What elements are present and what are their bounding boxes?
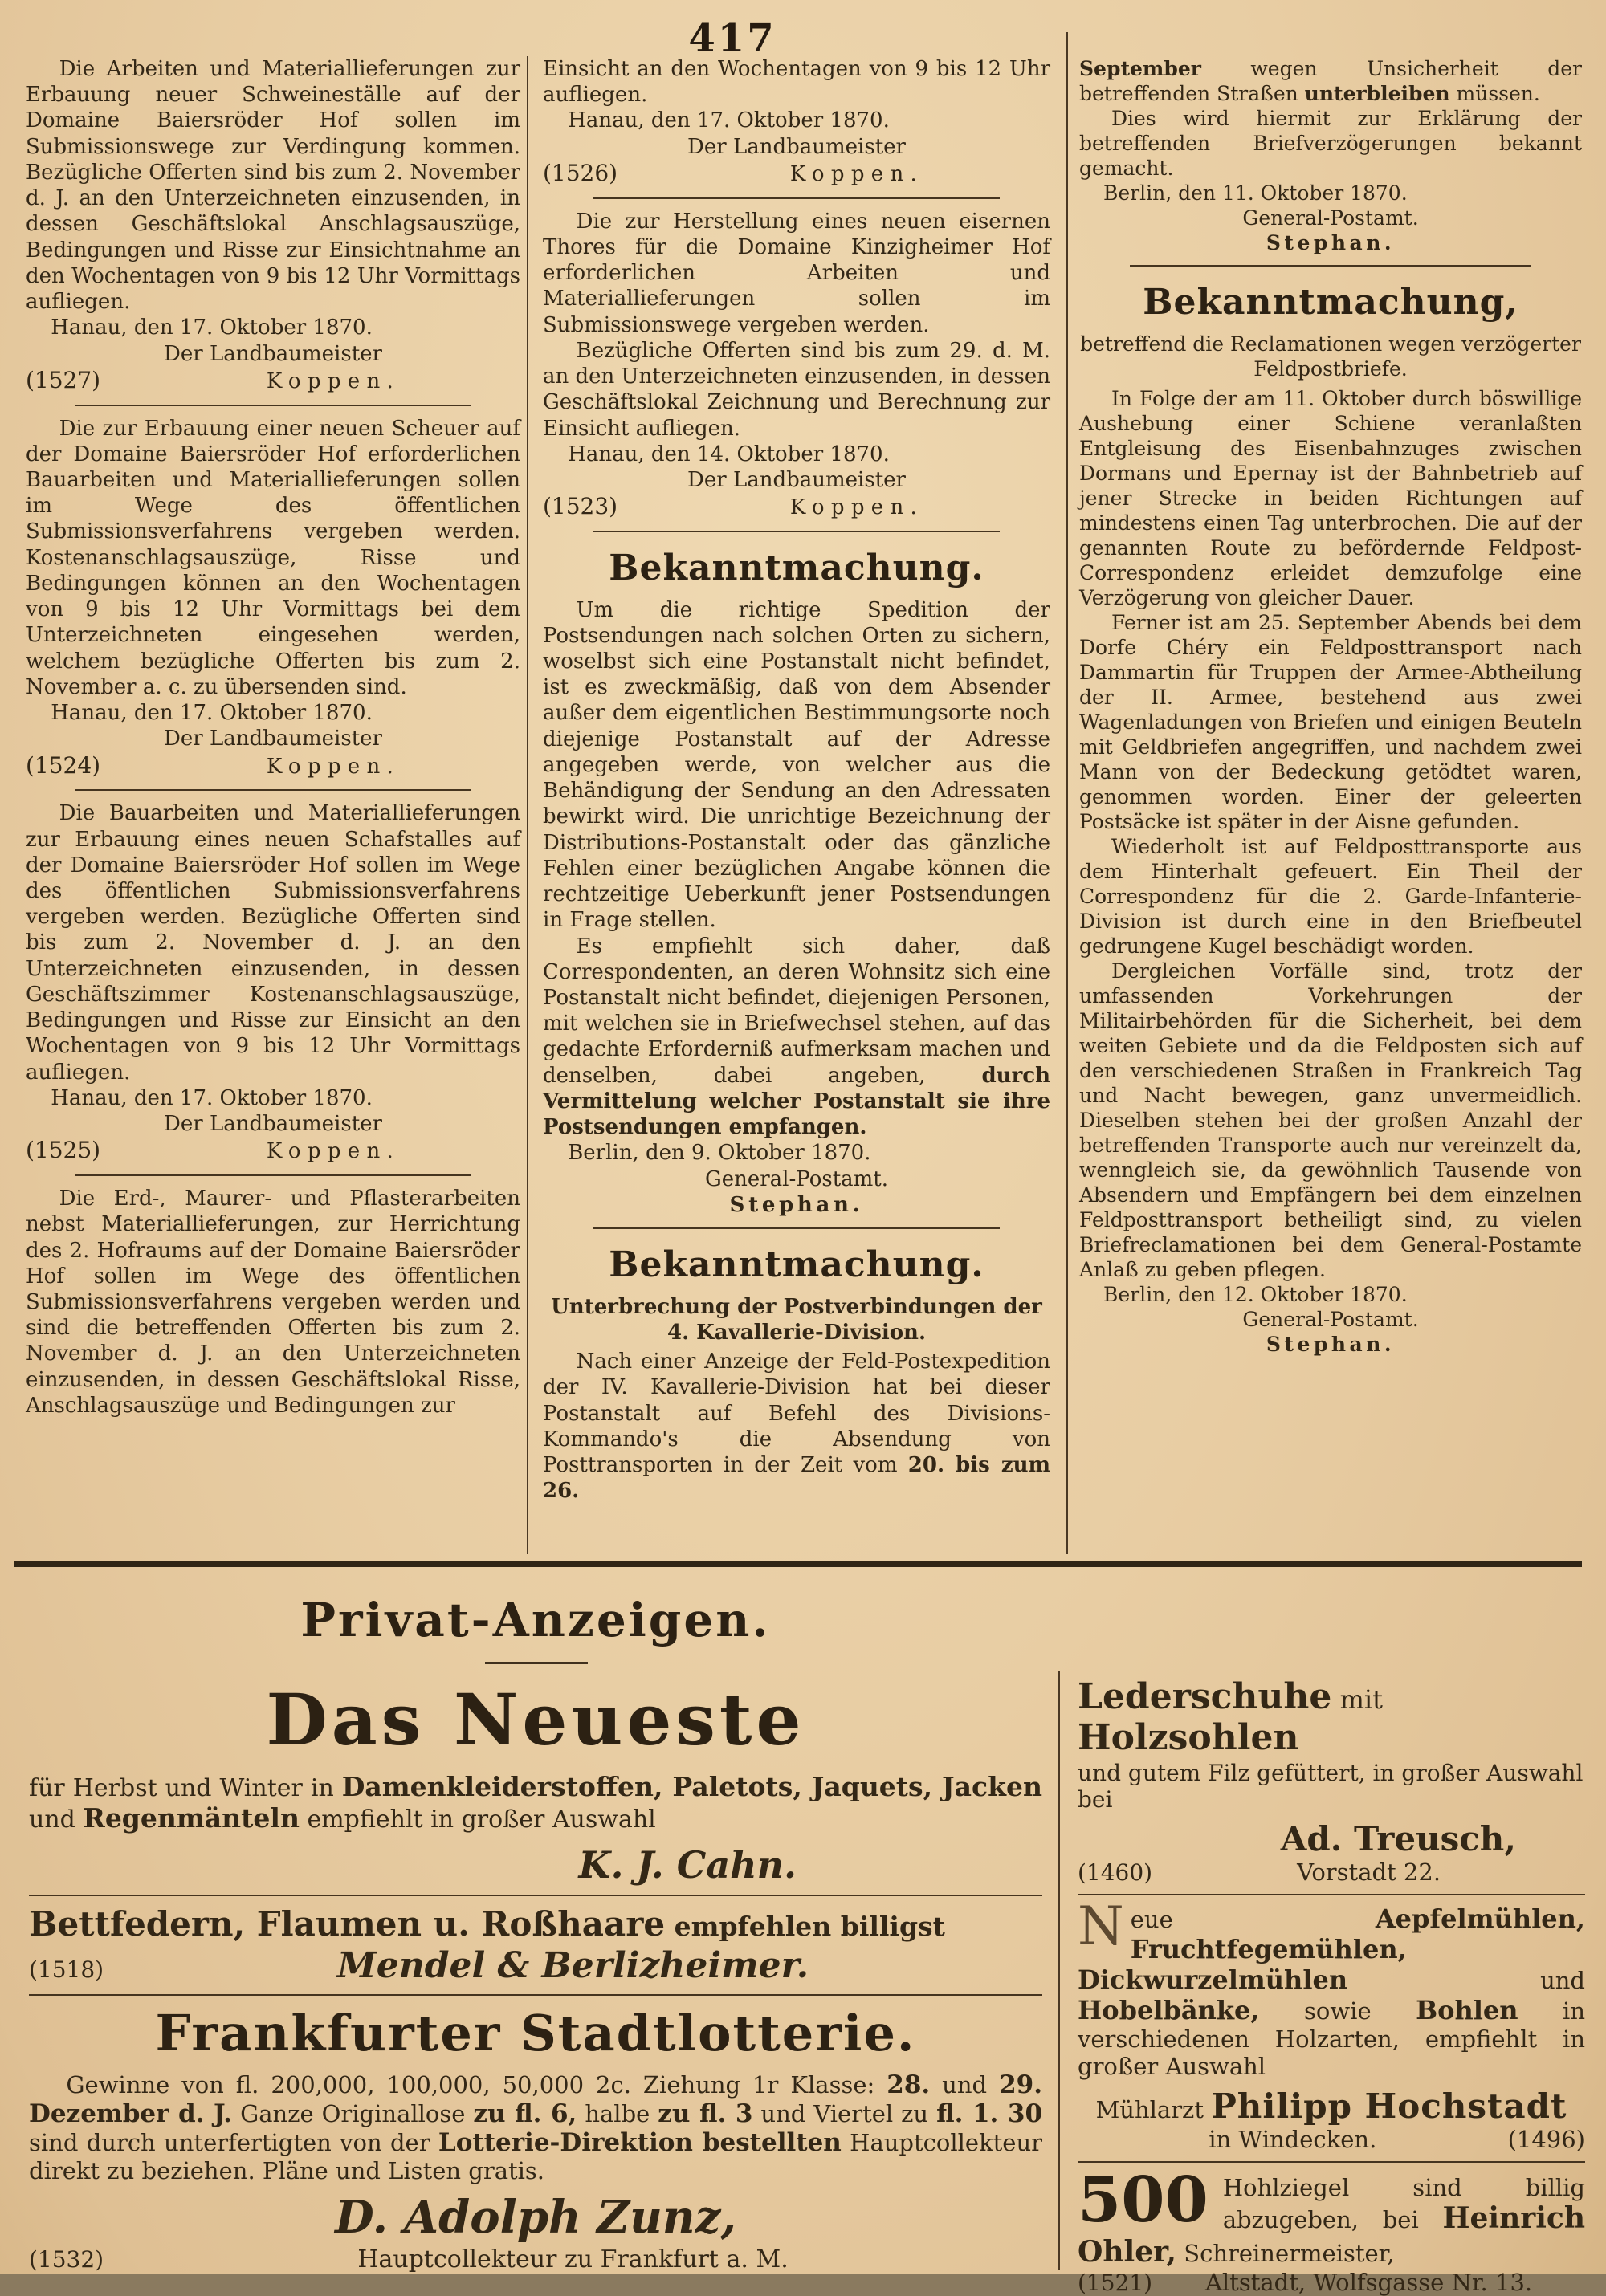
ad-bold-text: Holzsohlen xyxy=(1078,1717,1299,1758)
notice-ref: (1524) xyxy=(26,751,101,779)
notice-role: Der Landbaumeister xyxy=(164,727,382,751)
ad-text: sowie xyxy=(1259,1997,1416,2025)
announcement-paragraph xyxy=(543,934,1050,1141)
ad-bold-text: 29. Dezember d. J. xyxy=(29,2070,1042,2128)
notice-signer: Stephan. xyxy=(1266,231,1396,254)
ad-bold-text: Aepfelmühlen, Fruchtfegemühlen, Dickwurzelmühlen xyxy=(1078,1903,1585,1995)
notice-dateline: Hanau, den 14. Oktober 1870. xyxy=(568,442,890,466)
notice-signer: Koppen. xyxy=(266,368,401,393)
ad-bold-text: Lederschuhe xyxy=(1078,1676,1332,1717)
notice-body: Die Bauarbeiten und Materiallieferungen zur Erbauung eines neuen Schafstalles auf der Domaine Baiersröder Hof sollen im Wege des öffentlichen Submissionsverfahrens vergeben werden. Bezügliche Offerten sind bis zum 2. November d. J. an den Unterzeichneten einzusenden, in dessen Geschäftszimmer Kostenanschlagsauszüge, Bedingungen und Risse zur Einsicht an den Wochentagen von 9 bis 12 Uhr Vormittags aufliegen. xyxy=(26,801,520,1085)
ad-treusch xyxy=(1078,1676,1585,1886)
ad-body xyxy=(29,2070,1042,2184)
ad-text: sind durch unterfertigten von der xyxy=(29,2129,438,2156)
ad-title xyxy=(1078,1676,1585,1758)
header-underline xyxy=(485,1662,588,1664)
divider-rule xyxy=(75,789,471,791)
column-divider-right xyxy=(1066,32,1068,1554)
ad-text: halbe xyxy=(577,2100,658,2127)
ad-ref: (1460) xyxy=(1078,1859,1153,1886)
notice-body: Einsicht an den Wochentagen von 9 bis 12 Uhr aufliegen. xyxy=(543,57,1050,108)
ad-signer: K. J. Cahn. xyxy=(578,1843,797,1887)
notice-1525 xyxy=(26,800,520,1165)
ad-signature-row xyxy=(29,2245,1042,2274)
notice-role: Der Landbaumeister xyxy=(164,1112,382,1137)
announcement-paragraph xyxy=(1079,56,1582,106)
ad-title: Frankfurter Stadtlotterie. xyxy=(155,2004,916,2062)
ad-title: Das Neueste xyxy=(266,1678,805,1761)
ads-column-right xyxy=(1078,1675,1585,2296)
notice-signer: Koppen. xyxy=(266,754,401,779)
ad-ref: (1521) xyxy=(1078,2270,1153,2296)
column-right xyxy=(1079,56,1582,1556)
notice-1527 xyxy=(26,56,520,395)
ad-ref: (1518) xyxy=(29,1956,104,1983)
divider-rule xyxy=(29,1895,1042,1896)
ad-signer-line xyxy=(1078,2086,1585,2126)
notice-role: General-Postamt. xyxy=(1242,1307,1419,1331)
ad-text: mit xyxy=(1331,1684,1384,1715)
ad-text: und xyxy=(29,1805,84,1834)
announcement-paragraph: Ferner ist am 25. September Abends bei dem Dorfe Chéry ein Feldposttransport nach Dammartin für Truppen der Armee-Abtheilung der II. Armee, bestehend aus zwei Wagenladungen von Briefen und einigen Beuteln mit Geldbriefen angegriffen, und nachdem zwei Mann von der Bedeckung getödtet waren, genommen worden. Einer der geleerten Postsäcke ist später in der Aisne gefunden. xyxy=(1079,610,1582,833)
notice-role: Der Landbaumeister xyxy=(164,341,382,366)
announcement-paragraph: Um die richtige Spedition der Postsendungen nach solchen Orten zu sichern, woselbst sich eine Postanstalt nicht befindet, ist es zweckmäßig, daß von dem Absender außer dem eigentlichen Bestimmungsorte noch diejenige Postanstalt auf der Adresse angegeben werde, von welcher aus die Behändigung der Sendung an den Adressaten bewirkt wird. Die unrichtige Bezeichnung der Distributions-Postanstalt oder das gänzliche Fehlen einer bezüglichen Angabe können die rechtzeitige Ueberkunft jener Postsendungen in Frage stellen. xyxy=(543,597,1050,933)
ad-hochstadt xyxy=(1078,1895,1585,2153)
ad-ohler xyxy=(1078,2164,1585,2296)
announcement-paragraph: Wiederholt ist auf Feldposttransporte aus dem Hinterhalt gefeuert. Ein Theil der Correspondenz für die 2. Garde-Infanterie-Division ist durch eine in den Briefbeutel gedrungene Kugel beschädigt worden. xyxy=(1079,834,1582,958)
ad-bold-text: 28. xyxy=(887,2070,931,2099)
notice-ref: (1525) xyxy=(26,1137,101,1164)
ad-bold-text: Lotterie-Direktion bestellten xyxy=(438,2128,842,2157)
ad-text: Hauptcollekteur direkt zu beziehen. Pläne und Listen gratis. xyxy=(29,2129,1042,2184)
notice-body: Die Erd-, Maurer- und Pflasterarbeiten nebst Materiallieferungen, zur Herrichtung des 2. Hofraums auf der Domaine Baiersröder Hof sollen im Wege des öffentlichen Submissionsverfahrens vergeben werden und sind die betreffenden Offerten bis zum 2. November d. J. an den Unterzeichneten einzusenden, in dessen Geschäftslokal Risse, Anschlagsauszüge und Bedingungen zur xyxy=(26,1187,520,1418)
column-divider-left xyxy=(527,56,528,1554)
ad-signature-row xyxy=(1078,1858,1585,1886)
ad-ref: (1532) xyxy=(29,2246,104,2273)
notice-body: Die Arbeiten und Materiallieferungen zur Erbauung neuer Schweineställe auf der Domaine Baiersröder Hof sollen im Submissionswege zur Verdingung kommen. Bezügliche Offerten sind bis zum 2. November d. J. an den Unterzeichneten einzusenden, in dessen Geschäftslokal Anschlagsauszüge, Bedingungen und Risse zur Einsichtnahme an den Wochentagen von 9 bis 12 Uhr Vormittags aufliegen. xyxy=(26,57,520,315)
divider-rule xyxy=(29,1994,1042,1996)
ad-ref: (1496) xyxy=(1507,2126,1585,2153)
divider-rule xyxy=(75,405,471,406)
notice-signature-row xyxy=(543,160,1050,188)
notice-signer: Koppen. xyxy=(266,1139,401,1164)
divider-rule xyxy=(593,531,1000,532)
announcement-subtitle: Unterbrechung der Postverbindungen der 4. Kavallerie-Division. xyxy=(551,1294,1042,1345)
notice-dateline: Hanau, den 17. Oktober 1870. xyxy=(51,1085,373,1110)
ad-bold-text: Bettfedern, Flaumen u. Roßhaare xyxy=(29,1904,666,1944)
announcement-fieldpost-reclamations xyxy=(1079,281,1582,1357)
notice-signature-row xyxy=(26,752,520,780)
ad-body xyxy=(29,1904,1042,1944)
notice-ref: (1523) xyxy=(543,493,618,520)
paragraph-text: Nach einer Anzeige der Feld-Postexpedition der IV. Kavallerie-Division hat bei dieser Postanstalt auf Befehl des Divisions-Kommando's die Absendung von Posttransporten in der Zeit vom xyxy=(543,1350,1050,1478)
ad-bold-text: zu fl. 6, xyxy=(473,2099,577,2128)
ad-text: und xyxy=(930,2071,1000,2099)
announcement-subtitle: betreffend die Reclamationen wegen verzögerter Feldpostbriefe. xyxy=(1080,332,1581,381)
ad-text: empfiehlt in großer Auswahl xyxy=(299,1805,656,1834)
notice-body: Bezügliche Offerten sind bis zum 29. d. M. an den Unterzeichneten einzusenden, in dessen Geschäftslokal Zeichnung und Berechnung zur Einsicht aufliegen. xyxy=(543,338,1050,441)
announcement-paragraph: Dies wird hiermit zur Erklärung der betreffenden Briefverzögerungen bekannt gemacht. xyxy=(1079,107,1582,180)
ad-bold-text: Hobelbänke, xyxy=(1078,1995,1260,2025)
ad-signature-row xyxy=(29,1945,1042,1986)
notice-1526-part2 xyxy=(543,56,1050,188)
drop-cap-initial: N xyxy=(1078,1895,1124,1957)
announcement-paragraph: In Folge der am 11. Oktober durch böswillige Aushebung einer Schiene veranlaßten Entgleisung des Eisenbahnzuges zwischen Dormans und Epernay ist der Bahnbetrieb auf jener Strecke in beiden Richtungen auf mindestens einen Tag unterbrochen. Die auf der genannten Route zu befördernde Feldpost-Correspondenz erleidet demzufolge eine Verzögerung von gleicher Dauer. xyxy=(1079,386,1582,609)
announcement-cavalry-continuation xyxy=(1079,56,1582,255)
paragraph-text: wegen Unsicherheit der betreffenden Straßen xyxy=(1079,57,1582,105)
ad-bettfedern xyxy=(29,1904,1042,1986)
ad-text: und xyxy=(1347,1967,1585,1994)
notice-role: Der Landbaumeister xyxy=(687,468,906,492)
column-left xyxy=(26,56,520,1556)
notice-dateline: Hanau, den 17. Oktober 1870. xyxy=(568,108,890,133)
ad-bold-text: empfehlen billigst xyxy=(665,1911,945,1942)
ad-cahn xyxy=(29,1678,1042,1887)
notice-1526-part1 xyxy=(26,1186,520,1419)
ad-quantity: 500 xyxy=(1078,2164,1209,2237)
paragraph-bold-text: unterbleiben xyxy=(1304,82,1450,105)
paragraph-bold-text: durch Vermittelung welcher Postanstalt sie ihre Postsendungen empfangen. xyxy=(543,1063,1050,1140)
ad-text: Gewinne von fl. 200,000, 100,000, 50,000 2c. Ziehung 1r Klasse: xyxy=(66,2071,887,2099)
ad-bold-text: zu fl. 3 xyxy=(658,2099,753,2128)
divider-rule xyxy=(75,1174,471,1176)
ad-signature-row xyxy=(1078,2269,1585,2296)
notice-dateline: Hanau, den 17. Oktober 1870. xyxy=(51,701,373,726)
divider-rule xyxy=(1130,265,1532,267)
notice-ref: (1526) xyxy=(543,159,618,186)
column-middle xyxy=(543,56,1050,1556)
divider-rule xyxy=(1078,1894,1585,1895)
ad-bold-text: Bohlen xyxy=(1416,1995,1518,2025)
notice-ref: (1527) xyxy=(26,366,101,393)
ad-text: Mühlarzt xyxy=(1095,2096,1212,2123)
ad-address: in Windecken. xyxy=(1209,2126,1377,2153)
ad-bold-text: Damenkleiderstoffen, Paletots, Jaquets, Jacken xyxy=(341,1771,1042,1802)
announcement-post-routing xyxy=(543,547,1050,1218)
ad-text: Ganze Originallose xyxy=(232,2100,474,2127)
ad-text: Hohlziegel sind billig abzugeben, bei xyxy=(1222,2174,1585,2233)
divider-rule xyxy=(593,1227,1000,1229)
divider-rule xyxy=(593,197,1000,199)
announcement-paragraph xyxy=(543,1349,1050,1504)
notice-body: Die zur Herstellung eines neuen eisernen Thores für die Domaine Kinzigheimer Hof erforderlichen Arbeiten und Materiallieferungen sollen im Submissionswege vergeben werden. xyxy=(543,209,1050,337)
ad-body xyxy=(1078,1895,1585,2080)
notice-role: General-Postamt. xyxy=(1242,206,1419,230)
ads-column-left xyxy=(29,1675,1043,2274)
ad-signer: Ad. Treusch, xyxy=(1280,1819,1516,1858)
ad-address: Vorstadt 22. xyxy=(1297,1858,1441,1886)
notice-body: Die zur Erbauung einer neuen Scheuer auf der Domaine Baiersröder Hof erforderlichen Bauarbeiten und Materiallieferungen sollen im Wege des öffentlichen Submissionsverfahrens vergeben werden. Kostenanschlagsauszüge, Risse und Bedingungen können an den Wochentagen von 9 bis 12 Uhr Vormittags bei dem Unterzeichneten eingesehen werden, welchem bezügliche Offerten bis zum 2. November a. c. zu übersenden sind. xyxy=(26,416,520,699)
notice-dateline: Berlin, den 9. Oktober 1870. xyxy=(568,1141,871,1166)
announcement-heading: Bekanntmachung, xyxy=(1143,282,1518,323)
notice-signer: Stephan. xyxy=(1266,1332,1396,1356)
ad-signer: Philipp Hochstadt xyxy=(1211,2086,1567,2126)
ad-text: für Herbst und Winter in xyxy=(29,1774,342,1802)
announcement-cavalry-division xyxy=(543,1244,1050,1504)
notice-signature-row xyxy=(26,1137,520,1165)
ad-body xyxy=(29,1771,1042,1834)
notice-signer: Stephan. xyxy=(729,1192,864,1217)
ad-text: und Viertel zu xyxy=(752,2100,937,2127)
notice-dateline: Berlin, den 11. Oktober 1870. xyxy=(1103,181,1408,205)
ad-bold-text: fl. 1. 30 xyxy=(936,2099,1043,2128)
notice-signature-row xyxy=(26,367,520,395)
paragraph-text: müssen. xyxy=(1449,82,1540,105)
paragraph-text: Es empfiehlt sich daher, daß Correspondenten, an deren Wohnsitz sich eine Postanstalt nicht befindet, diejenigen Personen, mit welchen sie in Briefwechsel stehen, auf das gedachte Erforderniß aufmerksam machen und denselben, dabei angeben, xyxy=(543,934,1050,1088)
notice-dateline: Hanau, den 17. Oktober 1870. xyxy=(51,315,373,340)
announcement-heading: Bekanntmachung. xyxy=(609,547,984,588)
ad-text: in verschiedenen Holzarten, empfiehlt in großer Auswahl xyxy=(1078,1997,1585,2080)
section-separator-rule xyxy=(14,1561,1582,1567)
ad-signature-row xyxy=(1078,2126,1585,2153)
notice-signer: Koppen. xyxy=(789,495,924,520)
ads-section-header: Privat-Anzeigen. xyxy=(300,1593,771,1647)
ad-bold-text: Regenmänteln xyxy=(83,1802,300,1834)
notice-role: General-Postamt. xyxy=(704,1166,889,1191)
ad-text: Schreinermeister, xyxy=(1176,2240,1395,2267)
notice-1523 xyxy=(543,209,1050,521)
ad-address: Altstadt, Wolfsgasse Nr. 13. xyxy=(1204,2269,1533,2296)
notice-dateline: Berlin, den 12. Oktober 1870. xyxy=(1103,1282,1408,1306)
ads-column-divider xyxy=(1058,1671,1060,2270)
notice-signature-row xyxy=(543,493,1050,521)
announcement-paragraph: Dergleichen Vorfälle sind, trotz der umfassenden Vorkehrungen der Militairbehörden für die Sicherheit, bei dem weiten Gebiete und da die Feldposten sich auf den verschiedenen Straßen in Frankreich Tag und Nacht bewegen, ganz unvermeidlich. Dieselben stehen bei der großen Anzahl der betreffenden Transporte auch nur vereinzelt da, wenngleich sie, da gewöhnlich Tausende von Absendern und Empfängern bei dem einzelnen Feldposttransport betheiligt sind, zu vielen Briefreclamationen bei dem General-Postamte Anlaß zu geben pflegen. xyxy=(1079,959,1582,1281)
ad-signer: Mendel & Berlizheimer. xyxy=(337,1945,809,1986)
notice-signer: Koppen. xyxy=(789,161,924,186)
notice-role: Der Landbaumeister xyxy=(687,134,906,159)
ad-bold-text: Heinrich Ohler, xyxy=(1078,2201,1585,2269)
page-number: 417 xyxy=(688,16,777,61)
paragraph-bold-text: 20. bis zum 26. xyxy=(543,1453,1050,1504)
ad-body: und gutem Filz gefüttert, in großer Auswahl bei xyxy=(1078,1760,1584,1813)
divider-rule xyxy=(1078,2161,1585,2163)
ad-signer-role: Hauptcollekteur zu Frankfurt a. M. xyxy=(357,2245,789,2274)
ad-stadtlotterie xyxy=(29,2004,1042,2274)
announcement-heading: Bekanntmachung. xyxy=(609,1244,984,1286)
ad-text: eue xyxy=(1130,1906,1376,1933)
ad-signer: D. Adolph Zunz, xyxy=(335,2191,736,2244)
paragraph-bold-text: September xyxy=(1079,57,1201,80)
notice-1524 xyxy=(26,416,520,780)
